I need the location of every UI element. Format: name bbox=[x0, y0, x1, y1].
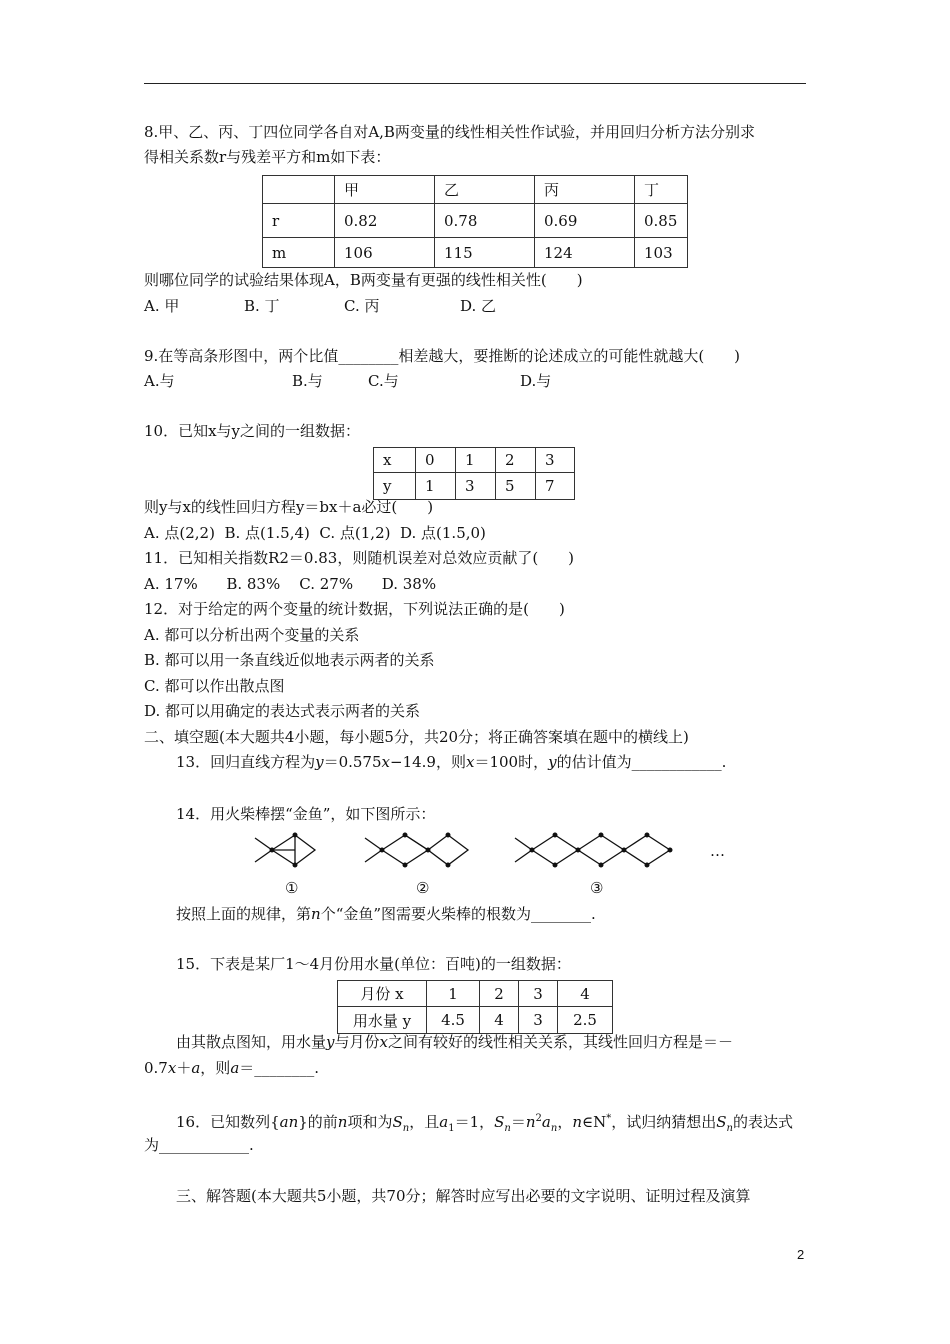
table-cell: 1 bbox=[416, 473, 456, 500]
table-cell: 0.82 bbox=[335, 204, 435, 238]
q8-question: 则哪位同学的试验结果体现A，B两变量有更强的线性相关性( ) bbox=[144, 271, 583, 289]
table-cell: m bbox=[263, 238, 335, 268]
table-cell: 0.85 bbox=[635, 204, 688, 238]
table-cell: 0.78 bbox=[435, 204, 535, 238]
q9-option-a: A.与 bbox=[144, 372, 175, 390]
table-cell: 4.5 bbox=[427, 1007, 480, 1034]
q8-option-a: A. 甲 bbox=[144, 297, 180, 315]
q10-table bbox=[373, 447, 575, 500]
section-3-heading: 三、解答题(本大题共5小题，共70分；解答时应写出必要的文字说明、证明过程及演算 bbox=[176, 1187, 751, 1205]
table-cell: 3 bbox=[519, 981, 558, 1007]
table-cell: y bbox=[374, 473, 416, 500]
q14-line: 14．用火柴棒摆“金鱼”，如下图所示： bbox=[176, 805, 436, 823]
table-cell: 2 bbox=[480, 981, 519, 1007]
table-cell: 5 bbox=[496, 473, 536, 500]
q8-option-c: C. 丙 bbox=[344, 297, 380, 315]
table-cell: 106 bbox=[335, 238, 435, 268]
goldfish-matchstick-diagram bbox=[250, 828, 750, 898]
q10-line: 10．已知x与y之间的一组数据： bbox=[144, 422, 361, 440]
q9-option-b: B.与 bbox=[292, 372, 323, 390]
table-cell: 1 bbox=[456, 448, 496, 473]
q8-option-d: D. 乙 bbox=[460, 297, 497, 315]
table-cell: r bbox=[263, 204, 335, 238]
table-cell: 4 bbox=[480, 1007, 519, 1034]
q16-line2: 为____________. bbox=[144, 1136, 254, 1154]
q13-line: 13．回归直线方程为y＝0.575x−14.9，则x＝100时，y的估计值为____________. bbox=[176, 753, 727, 771]
table-cell: 0.69 bbox=[535, 204, 635, 238]
table-cell: 丁 bbox=[635, 176, 688, 204]
q10-question: 则y与x的线性回归方程y＝bx＋a必过( ) bbox=[144, 498, 434, 516]
goldfish-label-2: ② bbox=[416, 879, 430, 897]
table-cell: 丙 bbox=[535, 176, 635, 204]
q8-option-b: B. 丁 bbox=[244, 297, 280, 315]
q8-line2: 得相关系数r与残差平方和m如下表： bbox=[144, 148, 391, 166]
table-cell: 7 bbox=[536, 473, 575, 500]
q15-table bbox=[337, 980, 613, 1034]
q15-paragraph-line2: 0.7x＋a，则a＝________. bbox=[144, 1059, 320, 1077]
table-cell: 2.5 bbox=[558, 1007, 613, 1034]
q9-option-c: C.与 bbox=[368, 372, 399, 390]
table-cell: 124 bbox=[535, 238, 635, 268]
table-cell: 甲 bbox=[335, 176, 435, 204]
table-cell bbox=[263, 176, 335, 204]
goldfish-figure bbox=[250, 828, 750, 902]
q12-option-b: B. 都可以用一条直线近似地表示两者的关系 bbox=[144, 651, 435, 669]
section-2-heading: 二、填空题(本大题共4小题，每小题5分，共20分；将正确答案填在题中的横线上) bbox=[144, 728, 689, 746]
q9-option-d: D.与 bbox=[520, 372, 552, 390]
table-cell: 乙 bbox=[435, 176, 535, 204]
table-cell: 3 bbox=[536, 448, 575, 473]
q11-options: A. 17% B. 83% C. 27% D. 38% bbox=[144, 575, 437, 593]
table-cell: 115 bbox=[435, 238, 535, 268]
q14-answer-line: 按照上面的规律，第n个“金鱼”图需要火柴棒的根数为________. bbox=[176, 905, 596, 923]
q11-line: 11．已知相关指数R2＝0.83，则随机误差对总效应贡献了( ) bbox=[144, 549, 575, 567]
table-cell: x bbox=[374, 448, 416, 473]
goldfish-ellipsis: … bbox=[710, 842, 725, 860]
table-cell: 3 bbox=[519, 1007, 558, 1034]
table-cell: 103 bbox=[635, 238, 688, 268]
q12-line: 12．对于给定的两个变量的统计数据，下列说法正确的是( ) bbox=[144, 600, 565, 618]
q8-table bbox=[262, 175, 688, 268]
q12-option-d: D. 都可以用确定的表达式表示两者的关系 bbox=[144, 702, 421, 720]
q9-line: 9.在等高条形图中，两个比值________相差越大，要推断的论述成立的可能性就越大( ) bbox=[144, 347, 741, 365]
table-cell: 4 bbox=[558, 981, 613, 1007]
q16-line1: 16．已知数列{an}的前n项和为$S_n$，且$a_1=1$，$S_n=n^2a_n$，n∈N*，试归纳猜想出$S_n$的表达式 bbox=[176, 1113, 793, 1134]
q8-line1: 8.甲、乙、丙、丁四位同学各自对A,B两变量的线性相关性作试验，并用回归分析方法分别求 bbox=[144, 123, 755, 141]
q10-options: A. 点(2,2) B. 点(1.5,4) C. 点(1,2) D. 点(1.5,0) bbox=[144, 524, 486, 542]
table-cell: 用水量 y bbox=[338, 1007, 427, 1034]
table-cell: 月份 x bbox=[338, 981, 427, 1007]
table-cell: 3 bbox=[456, 473, 496, 500]
q12-option-c: C. 都可以作出散点图 bbox=[144, 677, 285, 695]
header-rule bbox=[144, 83, 806, 84]
goldfish-label-1: ① bbox=[285, 879, 299, 897]
q15-paragraph-line1: 由其散点图知，用水量y与月份x之间有较好的线性相关关系，其线性回归方程是＝－ bbox=[176, 1033, 733, 1051]
table-cell: 1 bbox=[427, 981, 480, 1007]
table-cell: 0 bbox=[416, 448, 456, 473]
table-cell: 2 bbox=[496, 448, 536, 473]
goldfish-label-3: ③ bbox=[590, 879, 604, 897]
q12-option-a: A. 都可以分析出两个变量的关系 bbox=[144, 626, 360, 644]
page-number: 2 bbox=[797, 1247, 805, 1262]
q15-line: 15．下表是某厂1～4月份用水量(单位：百吨)的一组数据： bbox=[176, 955, 571, 973]
